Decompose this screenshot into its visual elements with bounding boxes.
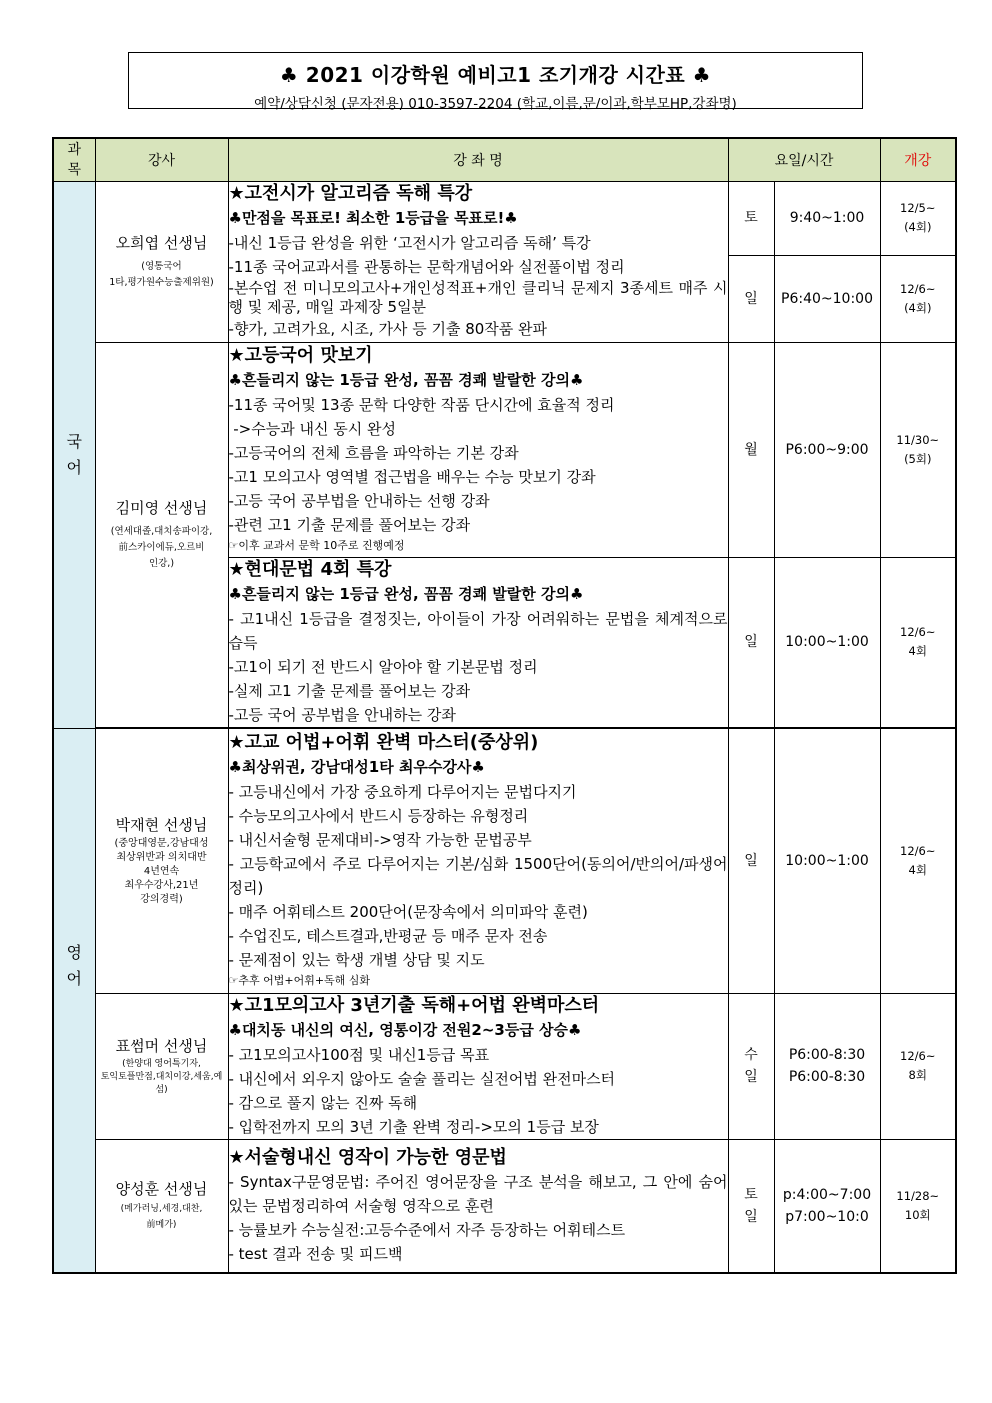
session-time: 10:00~1:00 (774, 728, 880, 993)
course-detail: -실제 고1 기출 문제를 풀어보는 강좌 (228, 681, 471, 700)
teacher-cell (95, 1139, 228, 1273)
course-title: ★고등국어 맛보기 (228, 345, 373, 366)
course-slogan: ♣흔들리지 않는 1등급 완성, 꼼꼼 경쾌 발랄한 강의♣ (228, 371, 584, 389)
teacher-career: (중앙대영문,강남대성 최상위반과 의치대반 4년연속 최우수강사,21년 강의경력) (114, 838, 209, 905)
course-info (228, 1139, 728, 1273)
session-open: 12/6~ (4회) (880, 255, 956, 342)
course-info (228, 255, 728, 342)
table-row (53, 993, 956, 1139)
course-detail: -11종 국어및 13종 문학 다양한 작품 단시간에 효율적 정리 (228, 396, 615, 414)
header-open: 개강 (880, 138, 956, 182)
teacher-cell (95, 342, 228, 727)
course-detail: -관련 고1 기출 문제를 풀어보는 강좌 (228, 516, 471, 534)
teacher-name: 표썸머 선생님 (115, 1037, 208, 1055)
session-open: 12/6~ 4회 (880, 728, 956, 993)
course-info (228, 182, 728, 256)
course-slogan: ♣대치동 내신의 여신, 영통이강 전원2~3등급 상승♣ (228, 1020, 582, 1039)
course-detail: - 수능모의고사에서 반드시 등장하는 유형정리 (228, 807, 529, 825)
session-time: 9:40~1:00 (774, 182, 880, 256)
teacher-career: (영통국어 1타,평가원수능출제위원) (109, 261, 214, 289)
teacher-career: (메가러닝,세경,대찬, 前메가) (120, 1204, 203, 1231)
course-detail: - 고등학교에서 주로 다루어지는 기본/심화 1500단어(동의어/반의어/파생어 정리) (228, 855, 728, 897)
course-detail: - 고1모의고사100점 및 내신1등급 목표 (228, 1045, 490, 1064)
course-detail: - 매주 어휘테스트 200단어(문장속에서 의미파악 훈련) (228, 903, 588, 921)
session-open: 12/6~ 8회 (880, 993, 956, 1139)
course-title: ★고전시가 알고리즘 독해 특강 (228, 183, 473, 204)
course-detail: - 능률보카 수능실전:고등수준에서 자주 등장하는 어휘테스트 (228, 1220, 626, 1239)
course-detail: - 문제점이 있는 학생 개별 상담 및 지도 (228, 951, 485, 969)
teacher-cell (95, 728, 228, 993)
course-detail: -고등국어의 전체 흐름을 파악하는 기본 강좌 (228, 444, 519, 462)
course-detail: - 내신에서 외우지 않아도 술술 풀리는 실전어법 완전마스터 (228, 1069, 616, 1088)
session-time: P6:40~10:00 (774, 255, 880, 342)
header-schedule: 요일/시간 (728, 138, 880, 182)
course-detail: -고1이 되기 전 반드시 알아야 할 기본문법 정리 (228, 657, 538, 676)
header-subject: 과 목 (53, 138, 95, 182)
course-detail: - 내신서술형 문제대비->영작 가능한 문법공부 (228, 831, 532, 849)
page-title: ♣ 2021 이강학원 예비고1 조기개강 시간표 ♣ (279, 63, 712, 87)
teacher-career: (연세대졸,대치송파이강, 前스카이에듀,오르비 인강,) (110, 526, 213, 569)
session-open: 11/28~ 10회 (880, 1139, 956, 1273)
course-detail: -고1 모의고사 영역별 접근법을 배우는 수능 맛보기 강좌 (228, 468, 596, 486)
course-title: ★서술형내신 영작이 가능한 영문법 (228, 1146, 507, 1168)
course-detail: - 감으로 풀지 않는 진짜 독해 (228, 1093, 418, 1112)
session-open: 12/5~ (4회) (880, 182, 956, 256)
session-open: 11/30~ (5회) (880, 342, 956, 557)
course-detail: -향가, 고려가요, 시조, 가사 등 기출 80작품 완파 (228, 320, 548, 338)
teacher-career: (한양대 영어특기자, 토익토플만점,대치이강,세움,예섬) (100, 1059, 223, 1095)
session-day: 토 일 (728, 1139, 774, 1273)
subject-korean: 국 어 (53, 182, 95, 729)
table-row (53, 182, 956, 256)
teacher-cell (95, 993, 228, 1139)
teacher-cell (95, 182, 228, 343)
course-info (228, 342, 728, 557)
table-header-row (53, 138, 956, 182)
course-detail: -본수업 전 미니모의고사+개인성적표+개인 클리닉 문제지 3종세트 매주 시행 및 제공, 매일 과제장 5일분 (228, 279, 728, 316)
course-detail: ->수능과 내신 동시 완성 (228, 420, 396, 438)
session-open: 12/6~ 4회 (880, 557, 956, 727)
course-detail: -고등 국어 공부법을 안내하는 강좌 (228, 705, 456, 724)
course-detail: - 고1내신 1등급을 결정짓는, 아이들이 가장 어려워하는 문법을 체계적으로 습득 (228, 609, 728, 652)
table-row (53, 1139, 956, 1273)
course-detail: -11종 국어교과서를 관통하는 문학개념어와 실전풀이법 정리 (228, 258, 625, 276)
teacher-name: 박재현 선생님 (115, 816, 208, 834)
course-title: ★고교 어법+어휘 완벽 마스터(중상위) (228, 732, 539, 753)
course-detail: - 고등내신에서 가장 중요하게 다루어지는 문법다지기 (228, 783, 577, 801)
course-detail: -고등 국어 공부법을 안내하는 선행 강좌 (228, 492, 490, 510)
subject-english: 영 어 (53, 728, 95, 1273)
course-note: ☞추후 어법+어휘+독해 심화 (228, 974, 371, 987)
contact-info: 예약/상담신청 (문자전용) 010-3597-2204 (학교,이름,문/이과,학부모HP,강좌명) (254, 96, 737, 112)
session-day: 수 일 (728, 993, 774, 1139)
header-course: 강 좌 명 (228, 138, 728, 182)
course-title: ★고1모의고사 3년기출 독해+어법 완벽마스터 (228, 994, 600, 1016)
course-note: ☞이후 교과서 문학 10주로 진행예정 (228, 539, 405, 552)
session-time: P6:00-8:30 P6:00-8:30 (774, 993, 880, 1139)
table-row (53, 728, 956, 993)
course-detail: - test 결과 전송 및 피드백 (228, 1244, 403, 1263)
course-detail: - Syntax구문영문법: 주어진 영어문장을 구조 분석을 해보고, 그 안에 숨어 있는 문법정리하여 서술형 영작으로 훈련 (228, 1172, 728, 1215)
teacher-name: 양성훈 선생님 (115, 1180, 208, 1199)
session-time: p:4:00~7:00 p7:00~10:0 (774, 1139, 880, 1273)
course-info (228, 728, 728, 993)
session-day: 일 (728, 557, 774, 727)
teacher-name: 오희엽 선생님 (115, 234, 208, 253)
course-slogan: ♣만점을 목표로! 최소한 1등급을 목표로!♣ (228, 209, 518, 227)
teacher-name: 김미영 선생님 (115, 499, 208, 517)
course-detail: - 수업진도, 테스트결과,반평균 등 매주 문자 전송 (228, 927, 548, 945)
session-day: 월 (728, 342, 774, 557)
session-day: 일 (728, 255, 774, 342)
title-box (128, 52, 863, 112)
course-detail: - 입학전까지 모의 3년 기출 완벽 정리->모의 1등급 보장 (228, 1117, 599, 1136)
course-slogan: ♣최상위권, 강남대성1타 최우수강사♣ (228, 758, 485, 776)
course-slogan: ♣흔들리지 않는 1등급 완성, 꼼꼼 경쾌 발랄한 강의♣ (228, 584, 584, 603)
course-info (228, 557, 728, 727)
course-info (228, 993, 728, 1139)
session-time: P6:00~9:00 (774, 342, 880, 557)
session-day: 토 (728, 182, 774, 256)
session-time: 10:00~1:00 (774, 557, 880, 727)
table-row (53, 342, 956, 557)
header-teacher: 강사 (95, 138, 228, 182)
schedule-table (52, 137, 957, 1274)
course-title: ★현대문법 4회 특강 (228, 558, 392, 580)
session-day: 일 (728, 728, 774, 993)
course-detail: -내신 1등급 완성을 위한 ‘고전시가 알고리즘 독해’ 특강 (228, 234, 591, 252)
